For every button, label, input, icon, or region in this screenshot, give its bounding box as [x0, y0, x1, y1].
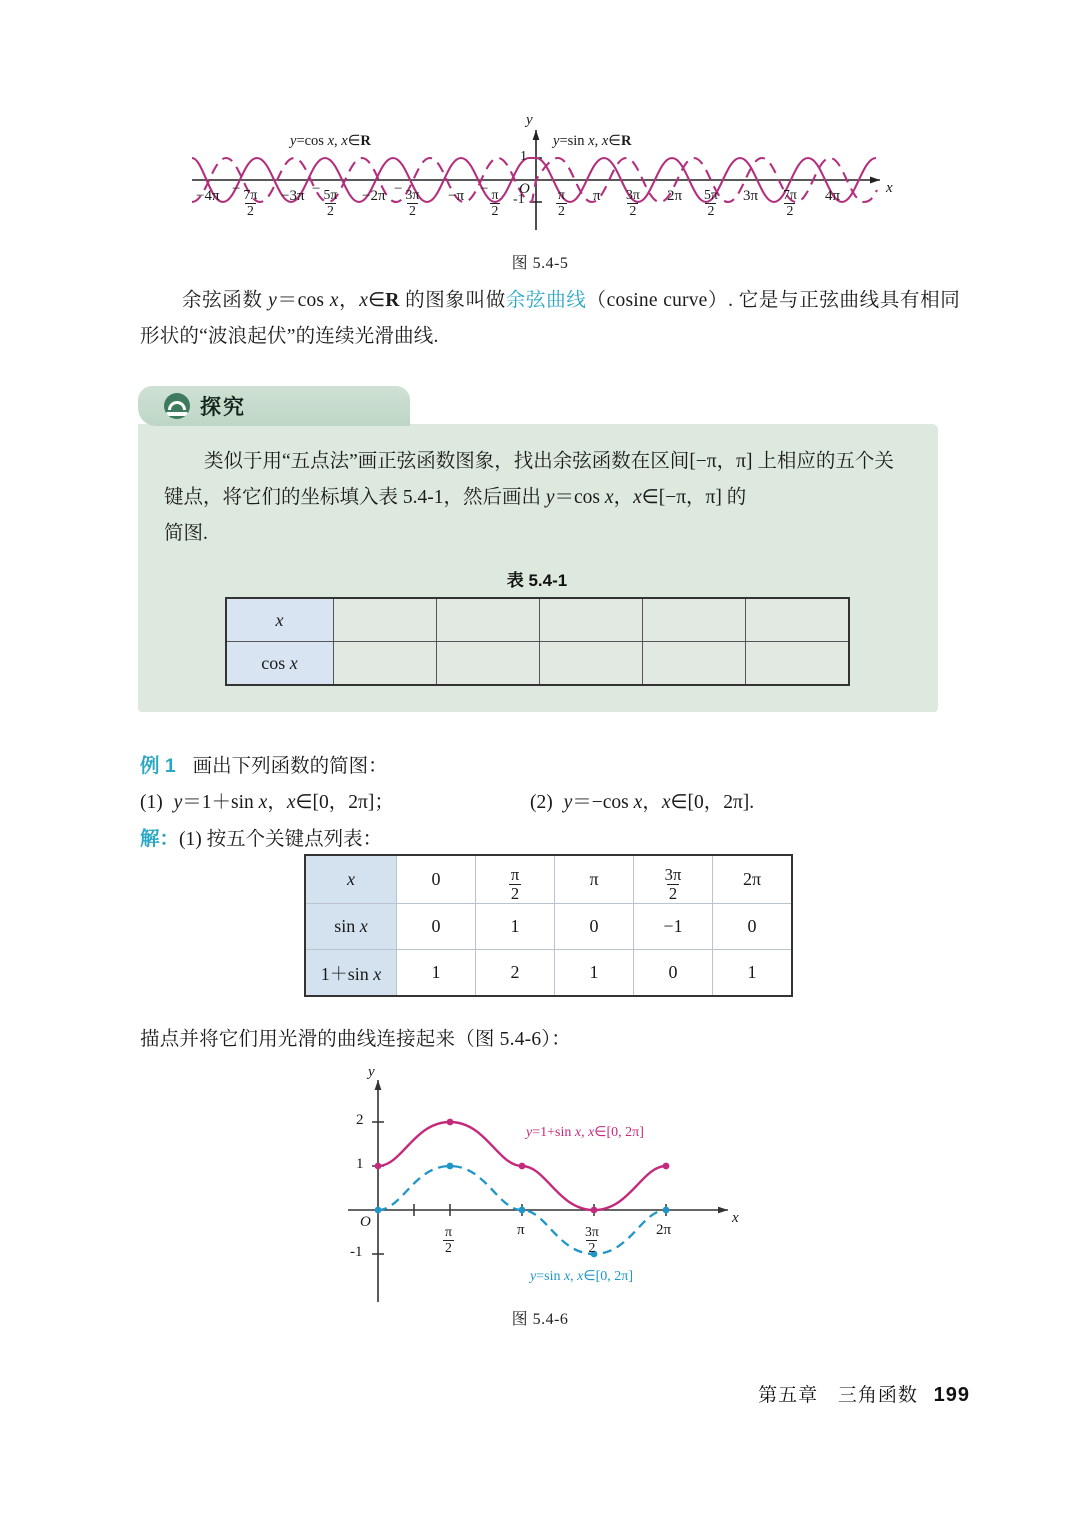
cell-x-2: π [555, 855, 634, 904]
xtick-4pi: 4π [825, 188, 841, 204]
cell[interactable] [642, 642, 745, 686]
p1-part-a: 余弦函数 [182, 290, 269, 311]
cell-x-4: 2π [713, 855, 793, 904]
xtick--5pi-2: − $\frac{5\pi}{2}$ [312, 181, 338, 218]
cell[interactable] [539, 642, 642, 686]
x-axis-label: x [886, 180, 893, 196]
y-tick-1: 1 [520, 149, 527, 164]
cell-1ps-4: 1 [713, 950, 793, 997]
figure-5-4-6-caption: 图 5.4-6 [511, 1311, 569, 1328]
xtick--2pi: −2π [362, 188, 386, 204]
row-header-x: x [226, 598, 334, 642]
table-5-4-1 [225, 597, 850, 686]
point-marker [663, 1163, 670, 1170]
xtick--3pi-2: − $\frac{3\pi}{2}$ [394, 181, 420, 218]
cell-x-0: 0 [397, 855, 476, 904]
cell-x-1: $\frac{\pi}{2}$ [476, 855, 555, 904]
cell[interactable] [745, 598, 849, 642]
y-tick-minus-1: -1 [350, 1244, 363, 1260]
row-header-1-plus-sin-x: 1＋sin x [305, 950, 397, 997]
explore-l1a: 类似于用“五点法”画正弦函数图象，找出余弦函数在区间 [204, 451, 690, 472]
y-tick-2: 2 [356, 1112, 364, 1128]
item2-number: (2) [530, 792, 553, 813]
explore-l2b: 的 [721, 487, 747, 508]
table-row [305, 855, 792, 904]
y-axis-label: y [526, 112, 533, 128]
point-marker [663, 1207, 670, 1214]
paragraph-plot-points: 描点并将它们用光滑的曲线连接起来（图 5.4-6）： [140, 1029, 571, 1050]
cell-x-3: $\frac{3\pi}{2}$ [634, 855, 713, 904]
xtick-2pi: 2π [667, 188, 683, 204]
example-items-row [140, 785, 960, 821]
y-tick-minus-1: -1 [513, 192, 525, 207]
curve-2-annotation: y=sin x, x∈[0, 2π] [530, 1269, 633, 1284]
p1-line2: 有相同形状的“波浪起伏”的连续光滑曲线. [140, 290, 960, 347]
explore-l3: 简图. [164, 523, 208, 544]
cell-sin-2: 0 [555, 904, 634, 950]
explore-l2a: 五个关键点，将它们的坐标填入表 5.4-1，然后画出 [164, 451, 894, 508]
xtick-pi: π [593, 188, 601, 204]
x-tick-pi-2: $\frac{\pi}{2}$ [445, 1224, 452, 1255]
cell-sin-4: 0 [713, 904, 793, 950]
arch-bridge-icon [164, 393, 190, 419]
exploration-tab [138, 386, 410, 426]
figure-5-4-5-caption: 图 5.4-5 [511, 255, 569, 272]
cell[interactable] [333, 642, 436, 686]
exploration-text: 类似于用“五点法”画正弦函数图象，找出余弦函数在区间[−π，π] 上相应的五个关键点，将它们的坐标填入表 5.4-1，然后画出 y＝cos x，x∈[−π，π] 的 简图. [164, 451, 894, 544]
curve-1-annotation: y=1+sin x, x∈[0, 2π] [526, 1125, 644, 1140]
example-item-1: (1) y＝1＋sin x，x∈[0，2π]； [140, 792, 394, 813]
table-sin-values [304, 854, 793, 997]
item1-number: (1) [140, 792, 163, 813]
cos-curve-label: y=cos x, x∈R [290, 133, 371, 149]
solution-tag: 解： [140, 828, 180, 850]
term-cosine-curve: 余弦曲线 [505, 290, 587, 311]
example-prompt: 画出下列函数的简图： [192, 756, 388, 777]
cell[interactable] [539, 598, 642, 642]
xtick--3pi: −3π [281, 188, 305, 204]
x-axis-label: x [732, 1210, 739, 1226]
table-row [305, 950, 792, 997]
exploration-body [138, 424, 938, 712]
xtick-pi-2: $\frac{\pi}{2}$ [558, 187, 565, 218]
table-row [305, 904, 792, 950]
cell-1ps-3: 0 [634, 950, 713, 997]
example-1-block [140, 748, 960, 858]
origin-label: O [519, 181, 530, 197]
table-row [226, 642, 849, 686]
footer-section: 三角函数 [837, 1385, 918, 1406]
cell[interactable] [333, 598, 436, 642]
paragraph-cosine-curve: 余弦函数 y＝cos x，x∈R 的图象叫做余弦曲线（cosine curve）. 它是与正弦曲线具有相同形状的“波浪起伏”的连续光滑曲线. [140, 290, 960, 347]
x-tick-3pi-2: $\frac{3\pi}{2}$ [585, 1224, 599, 1255]
xtick-3pi: 3π [743, 188, 759, 204]
example-prompt-line [140, 748, 960, 785]
footer-chapter: 第五章 [758, 1385, 819, 1406]
page-footer [758, 1380, 970, 1407]
explore-interval: [−π，π] [689, 451, 753, 472]
example-tag: 例 1 [140, 755, 176, 777]
figure-5-4-5 [180, 112, 910, 238]
xtick-5pi-2: $\frac{5\pi}{2}$ [704, 187, 718, 218]
point-marker [519, 1163, 526, 1170]
exploration-title: 探究 [200, 396, 246, 419]
figure-5-4-6 [330, 1062, 750, 1310]
example-item-2: (2) y＝−cos x，x∈[0，2π]. [530, 792, 755, 813]
x-tick-pi: π [517, 1222, 525, 1238]
cell-1ps-1: 2 [476, 950, 555, 997]
point-marker [375, 1207, 382, 1214]
xtick-3pi-2: $\frac{3\pi}{2}$ [626, 187, 640, 218]
solution-line [140, 821, 960, 858]
row-header-sin-x: sin x [305, 904, 397, 950]
table-5-4-1-caption: 表 5.4-1 [506, 571, 568, 590]
explore-l1b: 上相应的 [752, 451, 836, 472]
x-tick-2pi: 2π [656, 1222, 672, 1238]
row-header-x: x [305, 855, 397, 904]
p1-part-c: （cosine curve）. 它是与正弦曲线具 [586, 290, 900, 311]
y-tick-1: 1 [356, 1156, 364, 1172]
point-marker [447, 1119, 454, 1126]
point-marker [375, 1163, 382, 1170]
xtick--pi: −π [448, 188, 465, 204]
xtick--7pi-2: − $\frac{7\pi}{2}$ [232, 181, 258, 218]
solution-text: (1) 按五个关键点列表： [179, 829, 383, 850]
cell-sin-3: −1 [634, 904, 713, 950]
cell[interactable] [642, 598, 745, 642]
cell[interactable] [436, 598, 539, 642]
xtick--pi-2: − $\frac{\pi}{2}$ [480, 181, 499, 218]
footer-page-number: 199 [933, 1384, 970, 1406]
point-marker [447, 1163, 454, 1170]
xtick--4pi: −4π [196, 188, 220, 204]
cell-sin-0: 0 [397, 904, 476, 950]
exploration-box [138, 386, 938, 712]
y-axis-label: y [368, 1064, 375, 1080]
origin-label: O [360, 1214, 371, 1230]
xtick-7pi-2: $\frac{7\pi}{2}$ [783, 187, 797, 218]
table-sin-values-wrap [304, 854, 793, 997]
sin-curve-label: y=sin x, x∈R [553, 133, 632, 149]
cell-1ps-2: 1 [555, 950, 634, 997]
row-header-cos-x: cos x [226, 642, 334, 686]
cell-sin-1: 1 [476, 904, 555, 950]
point-marker [591, 1207, 598, 1214]
cell-1ps-0: 1 [397, 950, 476, 997]
p1-part-b: 的图象叫做 [399, 290, 506, 311]
cell[interactable] [745, 642, 849, 686]
point-marker [519, 1207, 526, 1214]
table-row [226, 598, 849, 642]
cell[interactable] [436, 642, 539, 686]
